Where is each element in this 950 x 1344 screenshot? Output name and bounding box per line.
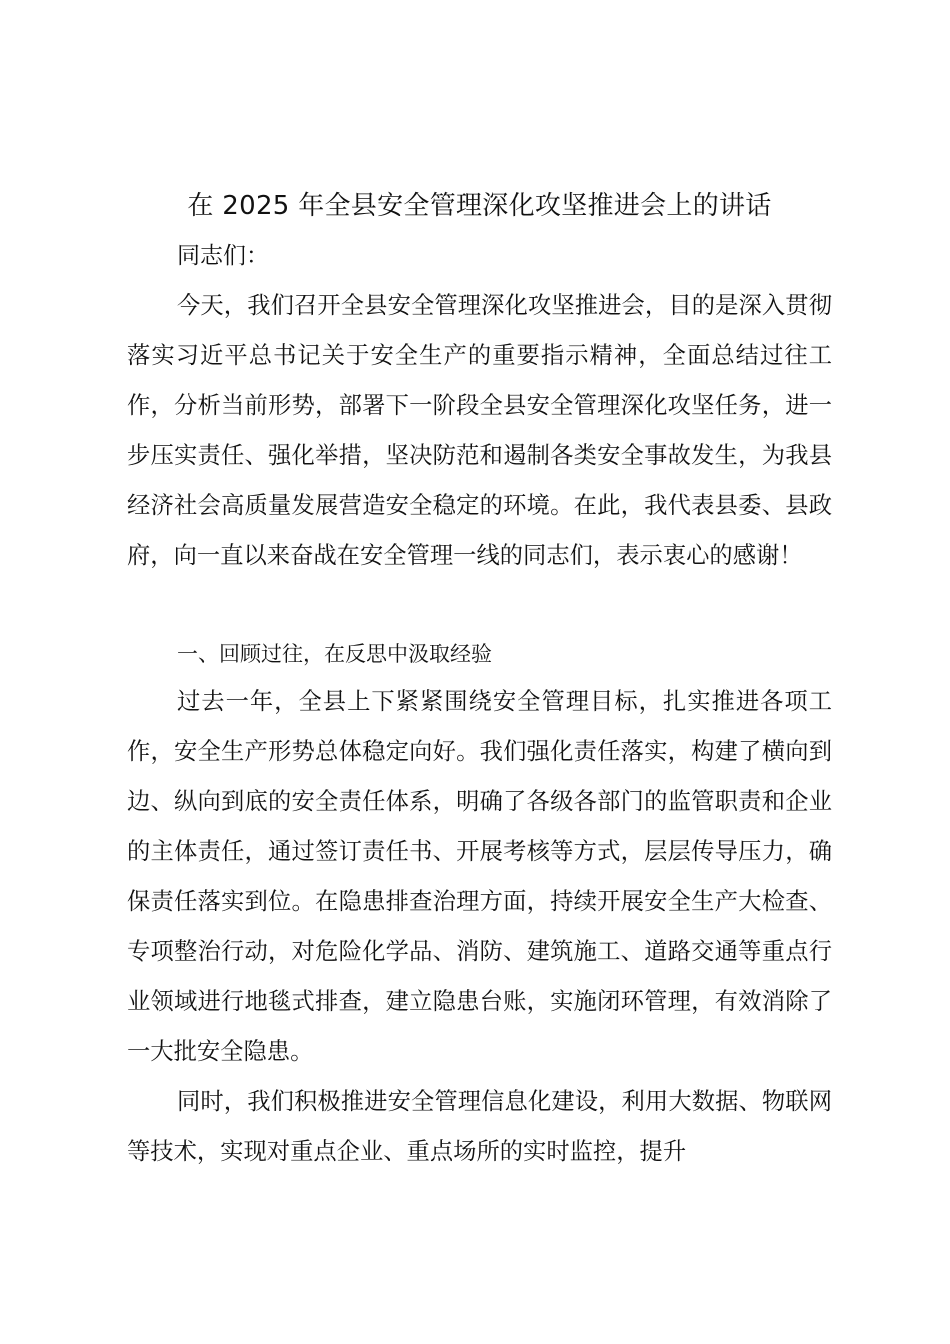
paragraph-informatization: 同时，我们积极推进安全管理信息化建设，利用大数据、物联网等技术，实现对重点企业、重点场所的实时监控，提升 (127, 1088, 832, 1165)
document-title: 在 2025 年全县安全管理深化攻坚推进会上的讲话 (187, 191, 772, 221)
paragraph-review: 过去一年，全县上下紧紧围绕安全管理目标，扎实推进各项工作，安全生产形势总体稳定向好。我们强化责任落实，构建了横向到边、纵向到底的安全责任体系，明确了各级各部门的监管职责和企业的主体责任，通过签订责任书、开展考核等方式，层层传导压力，确保责任落实到位。在隐患排查治理方面，持续开展安全生产大检查、专项整治行动，对危险化学品、消防、建筑施工、道路交通等重点行业领域进行地毯式排查，建立隐患台账，实施闭环管理，有效消除了一大批安全隐患。 (127, 688, 832, 1065)
greeting: 同志们： (177, 243, 269, 269)
section-heading: 一、回顾过往，在反思中汲取经验 (177, 642, 492, 666)
paragraph-intro: 今天，我们召开全县安全管理深化攻坚推进会，目的是深入贯彻落实习近平总书记关于安全生产的重要指示精神，全面总结过往工作，分析当前形势，部署下一阶段全县安全管理深化攻坚任务，进一步压实责任、强化举措，坚决防范和遏制各类安全事故发生，为我县经济社会高质量发展营造安全稳定的环境。在此，我代表县委、县政府，向一直以来奋战在安全管理一线的同志们，表示衷心的感谢！ (127, 292, 832, 569)
